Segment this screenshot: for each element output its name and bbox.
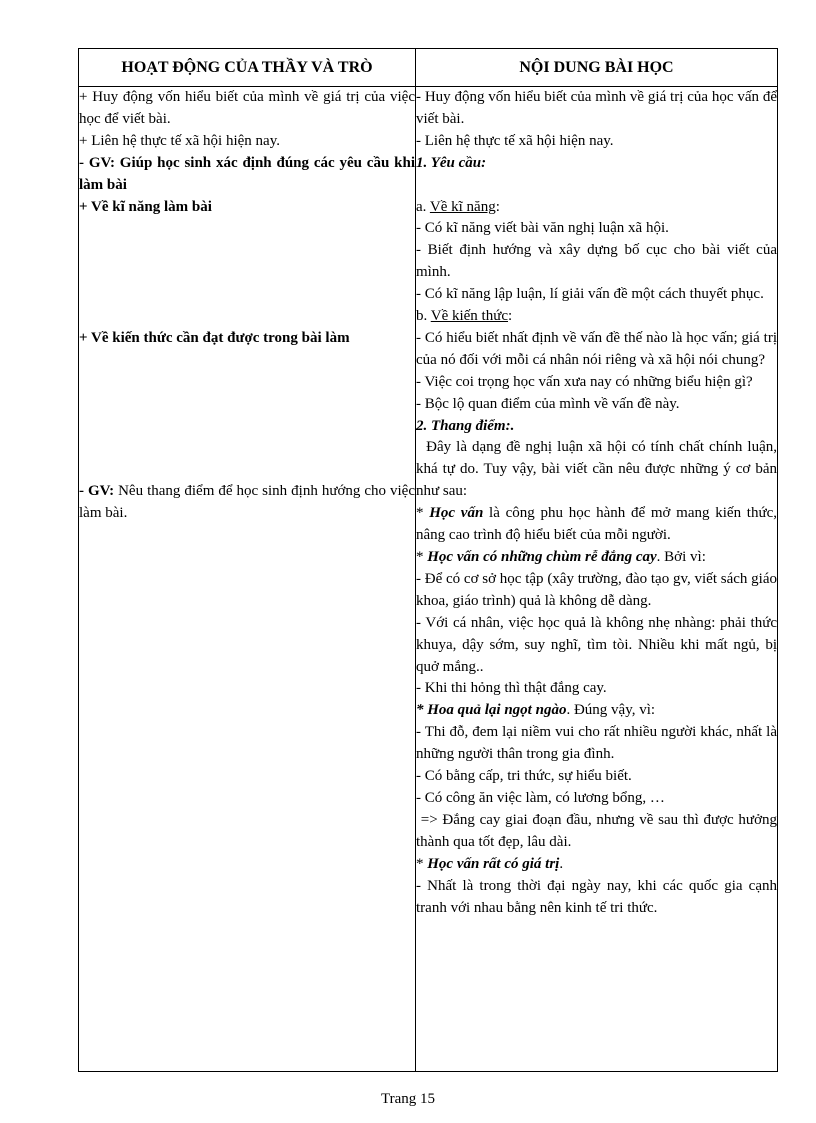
right-line-5: - Có kĩ năng viết bài văn nghị luận xã hội. <box>416 220 669 237</box>
right-line-11: - Bộc lộ quan điểm của mình về vấn đề này. <box>416 395 680 412</box>
left-column <box>79 87 416 1072</box>
left-line-6 <box>79 481 415 525</box>
right-column <box>416 87 781 1072</box>
text-19: . Đúng vậy, vì: <box>566 702 656 719</box>
content-row <box>79 87 778 1072</box>
skills-subheading <box>416 197 777 219</box>
hoc-van-term: Học vấn <box>429 505 484 522</box>
header-right: NỘI DUNG BÀI HỌC <box>416 49 778 87</box>
right-line-19 <box>416 700 777 722</box>
skills-label: Về kĩ năng <box>429 198 496 215</box>
right-line-10: - Việc coi trọng học vấn xưa nay có những biểu hiện gì? <box>416 373 753 390</box>
right-line-13: Đây là dạng đề nghị luận xã hội có tính chất chính luận, khá tự do. Tuy vậy, bài viết cần nêu được những ý cơ bản như sau: <box>416 439 781 500</box>
skills-suffix: : <box>495 198 500 215</box>
knowledge-prefix: b. <box>416 308 431 325</box>
requirements-heading: 1. Yêu cầu: <box>416 154 487 171</box>
page-number: Trang 15 <box>380 1091 436 1107</box>
left-line-6-rest: Nêu thang điểm để học sinh định hướng cho việc làm bài. <box>79 483 415 522</box>
left-line-3: - GV: Giúp học sinh xác định đúng các yêu cầu khi làm bài <box>79 154 415 193</box>
bitter-roots-term: Học vấn có những chùm rễ đắng cay <box>427 549 657 566</box>
text-15: . Bởi vì: <box>656 549 706 566</box>
right-line-20: - Thi đỗ, đem lại niềm vui cho rất nhiều người khác, nhất là những người thân trong gia đình. <box>416 724 777 763</box>
sweet-fruit-term: * Hoa quả lại ngọt ngào <box>416 702 567 719</box>
left-line-6-bold: - GV: <box>79 483 115 500</box>
right-line-17: - Với cá nhân, việc học quả là không nhẹ nhàng: phải thức khuya, dậy sớm, suy nghĩ, tìm tòi. Nhiều khi mất ngủ, bị quở mắng.. <box>416 614 777 675</box>
header-left: HOẠT ĐỘNG CỦA THẦY VÀ TRÒ <box>79 49 416 87</box>
right-line-16: - Để có cơ sở học tập (xây trường, đào tạo gv, viết sách giáo khoa, giáo trình) quả là không dễ dàng. <box>416 570 777 609</box>
right-line-7: - Có kĩ năng lập luận, lí giải vấn đề một cách thuyết phục. <box>416 286 764 303</box>
skills-prefix: a. <box>416 198 430 215</box>
left-line-2: + Liên hệ thực tế xã hội hiện nay. <box>79 132 280 149</box>
right-line-14 <box>416 503 777 547</box>
bullet-15: * <box>416 549 428 566</box>
header-row <box>79 49 778 87</box>
right-line-9: - Có hiểu biết nhất định về vấn đề thế nào là học vấn; giá trị của nó đối với mỗi cá nhân nói riêng và xã hội nói chung? <box>416 329 777 368</box>
bullet-24: * <box>416 855 428 872</box>
right-line-25: - Nhất là trong thời đại ngày nay, khi các quốc gia cạnh tranh với nhau bằng nên kinh tế tri thức. <box>416 877 777 916</box>
knowledge-suffix: : <box>508 308 513 325</box>
right-line-15 <box>416 547 777 569</box>
right-line-24 <box>416 854 777 876</box>
text-24: . <box>559 855 564 872</box>
left-line-4: + Về kĩ năng làm bài <box>79 198 212 215</box>
left-line-1: + Huy động vốn hiểu biết của mình về giá trị của việc học để viết bài. <box>79 89 415 127</box>
bullet-14: * <box>416 505 430 522</box>
right-line-2: - Liên hệ thực tế xã hội hiện nay. <box>416 132 614 149</box>
right-line-21: - Có bằng cấp, tri thức, sự hiểu biết. <box>416 768 632 785</box>
right-line-1: - Huy động vốn hiểu biết của mình về giá trị của học vấn để viết bài. <box>416 89 777 127</box>
knowledge-subheading <box>416 306 777 328</box>
valuable-term: Học vấn rất có giá trị <box>427 855 560 872</box>
left-line-5: + Về kiến thức cần đạt được trong bài làm <box>79 329 350 346</box>
knowledge-label: Về kiến thức <box>430 308 509 325</box>
right-line-18: - Khi thi hỏng thì thật đắng cay. <box>416 680 607 697</box>
lesson-table <box>78 48 781 1072</box>
right-line-23: => Đắng cay giai đoạn đầu, nhưng về sau thì được hưởng thành qua tốt đẹp, lâu dài. <box>416 811 781 850</box>
right-line-22: - Có công ăn việc làm, có lương bổng, … <box>416 789 665 806</box>
scoring-heading: 2. Thang điểm:. <box>416 417 515 434</box>
right-line-6: - Biết định hướng và xây dựng bố cục cho bài viết của mình. <box>416 242 777 281</box>
text-14: là công phu học hành để mở mang kiến thức, nâng cao trình độ hiểu biết của mỗi người. <box>416 505 777 544</box>
